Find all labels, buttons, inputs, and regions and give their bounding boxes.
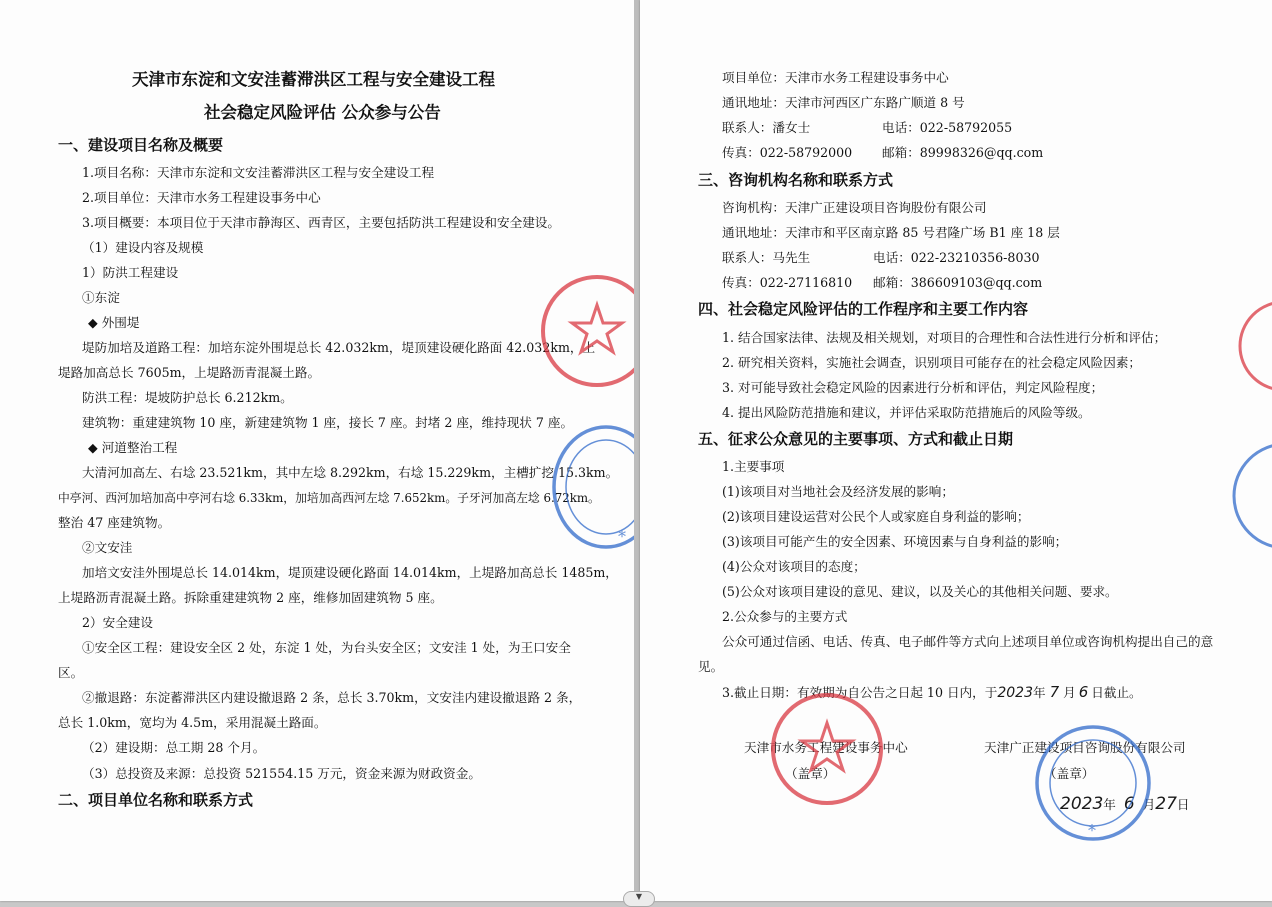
blue-seal-stamp	[548, 422, 648, 552]
right-page	[640, 0, 1272, 901]
paragraph-line: 2.项目单位：天津市水务工程建设事务中心	[82, 190, 321, 205]
paragraph-line: ②撤退路：东淀蓄滞洪区内建设撤退路 2 条，总长 3.70km，文安洼内建设撤退路 2 条，	[82, 690, 582, 705]
paragraph-line: 项目单位：天津市水务工程建设事务中心	[722, 70, 949, 85]
deadline-end: 日截止。	[1091, 685, 1142, 700]
org-signature-2: 天津广正建设项目咨询股份有限公司	[984, 740, 1186, 755]
handwritten-day: 6	[1078, 683, 1089, 701]
paragraph-line: （2）建设期：总工期 28 个月。	[82, 740, 266, 755]
contact-fax: 传真：022-58792000	[722, 145, 853, 160]
paragraph-line: 堤防加培及道路工程：加培东淀外围堤总长 42.032km，堤顶建设硬化路面 42.032km，上	[82, 340, 596, 355]
section-3-heading: 三、咨询机构名称和联系方式	[698, 171, 894, 189]
paragraph-line: 建筑物：重建建筑物 10 座，新建建筑物 1 座，接长 7 座。封堵 2 座，维持现状 7 座。	[82, 415, 574, 430]
paragraph-line: 通讯地址：天津市河西区广东路广顺道 8 号	[722, 95, 965, 110]
paragraph-line: 1. 结合国家法律、法规及相关规划，对项目的合理性和合法性进行分析和评估；	[722, 330, 1167, 345]
paragraph-line: 通讯地址：天津市和平区南京路 85 号君隆广场 B1 座 18 层	[722, 225, 1060, 240]
paragraph-line: (1)该项目对当地社会及经济发展的影响；	[722, 484, 954, 499]
paragraph-line: 区。	[58, 665, 84, 680]
month-label: 月	[1063, 685, 1076, 700]
seal-label-2: （盖章）	[1044, 766, 1095, 781]
paragraph-line: （1）建设内容及规模	[82, 240, 204, 255]
paragraph-line: 2）安全建设	[82, 615, 153, 630]
paragraph-line: 整治 47 座建筑物。	[58, 515, 171, 530]
paragraph-line: 总长 1.0km，宽均为 4.5m，采用混凝土路面。	[58, 715, 327, 730]
left-page	[0, 0, 634, 901]
partial-red-seal	[1224, 296, 1272, 396]
year-label: 年	[1032, 685, 1046, 700]
paragraph-line: 防洪工程：堤坡防护总长 6.212km。	[82, 390, 293, 405]
paragraph-line: 2. 研究相关资料，实施社会调查，识别项目可能存在的社会稳定风险因素；	[722, 355, 1142, 370]
paragraph-line: 公众可通过信函、电话、传真、电子邮件等方式向上述项目单位或咨询机构提出自己的意	[722, 634, 1214, 649]
date-day: 27	[1155, 794, 1177, 814]
paragraph-line: （3）总投资及来源：总投资 521554.15 万元，资金来源为财政资金。	[82, 766, 481, 781]
paragraph-line: 3. 对可能导致社会稳定风险的因素进行分析和评估，判定风险程度；	[722, 380, 1104, 395]
deadline-text: 3.截止日期：有效期为自公告之日起 10 日内，于	[722, 685, 998, 700]
paragraph-line: ①安全区工程：建设安全区 2 处，东淀 1 处，为台头安全区；文安洼 1 处，为王口安全	[82, 640, 571, 655]
contact-phone: 电话：022-58792055	[882, 120, 1013, 135]
contact-email: 邮箱：89998326@qq.com	[882, 145, 1044, 160]
paragraph-line: 堤路加高总长 7605m，上堤路沥青混凝土路。	[58, 365, 321, 380]
paragraph-line: 1.项目名称：天津市东淀和文安洼蓄滞洪区工程与安全建设工程	[82, 165, 435, 180]
doc-title-line1: 天津市东淀和文安洼蓄滞洪区工程与安全建设工程	[132, 70, 495, 89]
paragraph-line: ①东淀	[82, 290, 120, 305]
section-5-heading: 五、征求公众意见的主要事项、方式和截止日期	[698, 430, 1014, 448]
date-month-label: 月	[1142, 797, 1156, 812]
paragraph-line: 上堤路沥青混凝土路。拆除重建建筑物 2 座，维修加固建筑物 5 座。	[58, 590, 443, 605]
paragraph-line: ②文安洼	[82, 540, 133, 555]
scroll-down-button[interactable]: ▼	[623, 891, 655, 907]
paragraph-line: 加培文安洼外围堤总长 14.014km，堤顶建设硬化路面 14.014km，上堤路加高总长 1485m，	[82, 565, 618, 580]
svg-text:*: *	[1088, 821, 1096, 840]
contact-phone: 电话：022-23210356-8030	[873, 250, 1040, 265]
svg-text:*: *	[618, 527, 626, 546]
date-year: 2023	[1060, 794, 1104, 814]
contact-email: 邮箱：386609103@qq.com	[873, 275, 1043, 290]
paragraph-line: (4)公众对该项目的态度；	[722, 559, 866, 574]
org-signature-1: 天津市水务工程建设事务中心	[744, 740, 908, 755]
paragraph-line: 大清河加高左、右埝 23.521km，其中左埝 8.292km，右埝 15.229km，主槽扩挖 15.3km。	[82, 465, 619, 480]
section-2-heading: 二、项目单位名称和联系方式	[58, 791, 254, 809]
contact-person: 联系人：马先生	[722, 250, 811, 265]
paragraph-line: 咨询机构：天津广正建设项目咨询股份有限公司	[722, 200, 987, 215]
date-day-label: 日	[1176, 797, 1190, 812]
partial-blue-seal	[1224, 438, 1272, 556]
signing-date	[1060, 796, 1190, 813]
contact-person: 联系人：潘女士	[722, 120, 811, 135]
deadline-line	[722, 684, 1142, 701]
section-1-heading: 一、建设项目名称及概要	[58, 136, 224, 154]
handwritten-month: 7	[1049, 683, 1060, 701]
paragraph-line: 中亭河、西河加培加高中亭河右埝 6.33km，加培加高西河左埝 7.652km。子牙河加高左埝 6.72km。	[58, 491, 600, 505]
date-year-label: 年	[1103, 797, 1116, 812]
seal-label-1: （盖章）	[785, 766, 836, 781]
paragraph-line: ◆ 外围堤	[88, 315, 140, 330]
contact-fax: 传真：022-27116810	[722, 275, 853, 290]
paragraph-line: ◆ 河道整治工程	[88, 440, 178, 455]
paragraph-line: 见。	[698, 659, 724, 674]
paragraph-line: 1.主要事项	[722, 459, 785, 474]
paragraph-line: (3)该项目可能产生的安全因素、环境因素与自身利益的影响；	[722, 534, 1068, 549]
section-4-heading: 四、社会稳定风险评估的工作程序和主要工作内容	[698, 300, 1029, 318]
handwritten-year: 2023	[997, 685, 1033, 701]
paragraph-line: (2)该项目建设运营对公民个人或家庭自身利益的影响；	[722, 509, 1030, 524]
doc-title-line2: 社会稳定风险评估 公众参与公告	[204, 103, 441, 122]
date-month: 6	[1123, 794, 1135, 814]
paragraph-line: 4. 提出风险防范措施和建议，并评估采取防范措施后的风险等级。	[722, 405, 1091, 420]
paragraph-line: 2.公众参与的主要方式	[722, 609, 848, 624]
paragraph-line: 1）防洪工程建设	[82, 265, 179, 280]
paragraph-line: 3.项目概要：本项目位于天津市静海区、西青区，主要包括防洪工程建设和安全建设。	[82, 215, 560, 230]
paragraph-line: (5)公众对该项目建设的意见、建议，以及关心的其他相关问题、要求。	[722, 584, 1118, 599]
